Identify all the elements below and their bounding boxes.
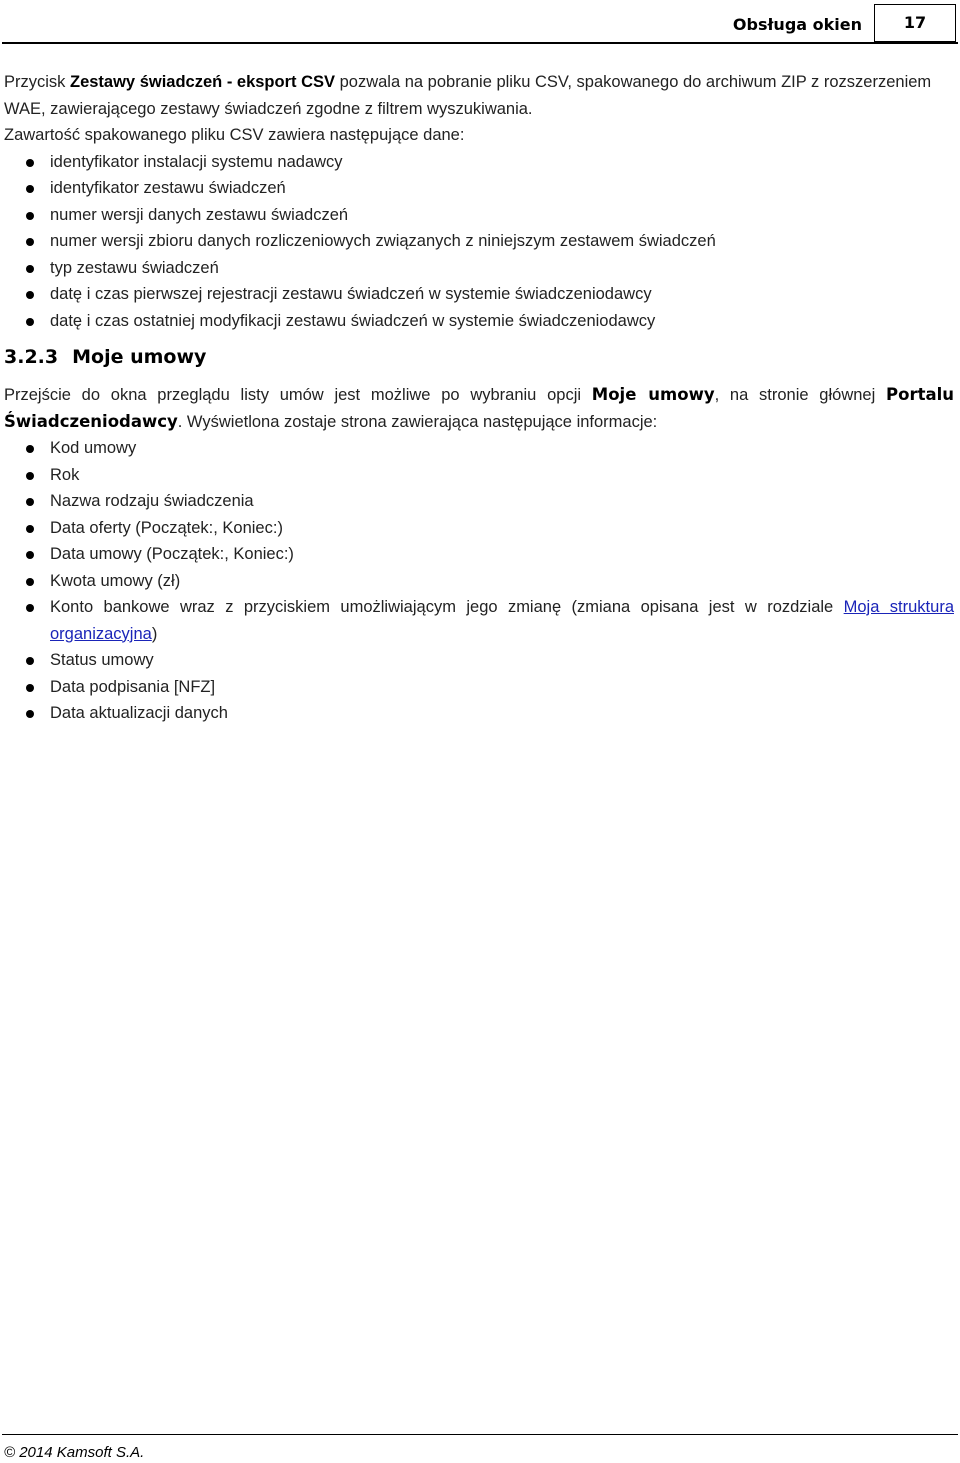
bank-item-text: Konto bankowe wraz z przyciskiem umożliwiającym jego zmianę (zmiana opisana jest w rozdziale [50,598,844,616]
list-intro: Zawartość spakowanego pliku CSV zawiera następujące dane: [4,126,465,144]
list-item: numer wersji zbioru danych rozliczeniowych związanych z niniejszym zestawem świadczeń [4,228,954,255]
list-item: Status umowy [4,647,954,674]
section-number: 3.2.3 [4,346,59,368]
list-item: datę i czas pierwszej rejestracji zestawu świadczeń w systemie świadczeniodawcy [4,281,954,308]
csv-contents-list [4,149,954,335]
copyright: © 2014 Kamsoft S.A. [4,1444,145,1461]
section-heading [4,344,954,370]
contract-info-list [4,435,954,727]
header-divider [2,42,958,44]
list-item: identyfikator zestawu świadczeń [4,175,954,202]
page-header [0,2,958,42]
intro-prefix: Przycisk [4,73,70,91]
option-name: Moje umowy [591,385,715,404]
paragraph-suffix: . Wyświetlona zostaje strona zawierająca następujące informacje: [177,412,658,431]
paragraph-prefix: Przejście do okna przeglądu listy umów jest możliwe po wybraniu opcji [4,386,592,404]
footer-divider [2,1434,958,1435]
portal-name: Portalu Świadczeniodawcy [4,385,955,431]
list-item: Data podpisania [NFZ] [4,674,954,701]
list-item: Kwota umowy (zł) [4,568,954,595]
list-item-bank-account [4,594,954,647]
list-item: datę i czas ostatniej modyfikacji zestawu świadczeń w systemie świadczeniodawcy [4,308,954,335]
bank-item-close: ) [151,624,158,643]
list-item: identyfikator instalacji systemu nadawcy [4,149,954,176]
list-item: Rok [4,462,954,489]
paragraph-mid: , na stronie głównej [714,386,887,404]
list-item: numer wersji danych zestawu świadczeń [4,202,954,229]
button-name: Zestawy świadczeń - eksport CSV [70,73,336,91]
chapter-title: Obsługa okien [732,15,862,34]
list-item: Data oferty (Początek:, Koniec:) [4,515,954,542]
section-paragraph [4,382,954,435]
list-item: Data aktualizacji danych [4,700,954,727]
document-body [4,69,954,727]
intro-suffix: pozwala na pobranie pliku CSV, spakowanego do archiwum ZIP z rozszerzeniem WAE, zawierającego zestawy świadczeń zgodne z filtrem wyszukiwania. [4,73,932,118]
intro-paragraph [4,69,954,122]
page-number: 17 [874,4,956,42]
list-item: Data umowy (Początek:, Koniec:) [4,541,954,568]
section-title: Moje umowy [72,346,207,368]
list-item: typ zestawu świadczeń [4,255,954,282]
org-structure-link[interactable]: Moja struktura organizacyjna [50,598,954,643]
list-item: Nazwa rodzaju świadczenia [4,488,954,515]
list-item: Kod umowy [4,435,954,462]
